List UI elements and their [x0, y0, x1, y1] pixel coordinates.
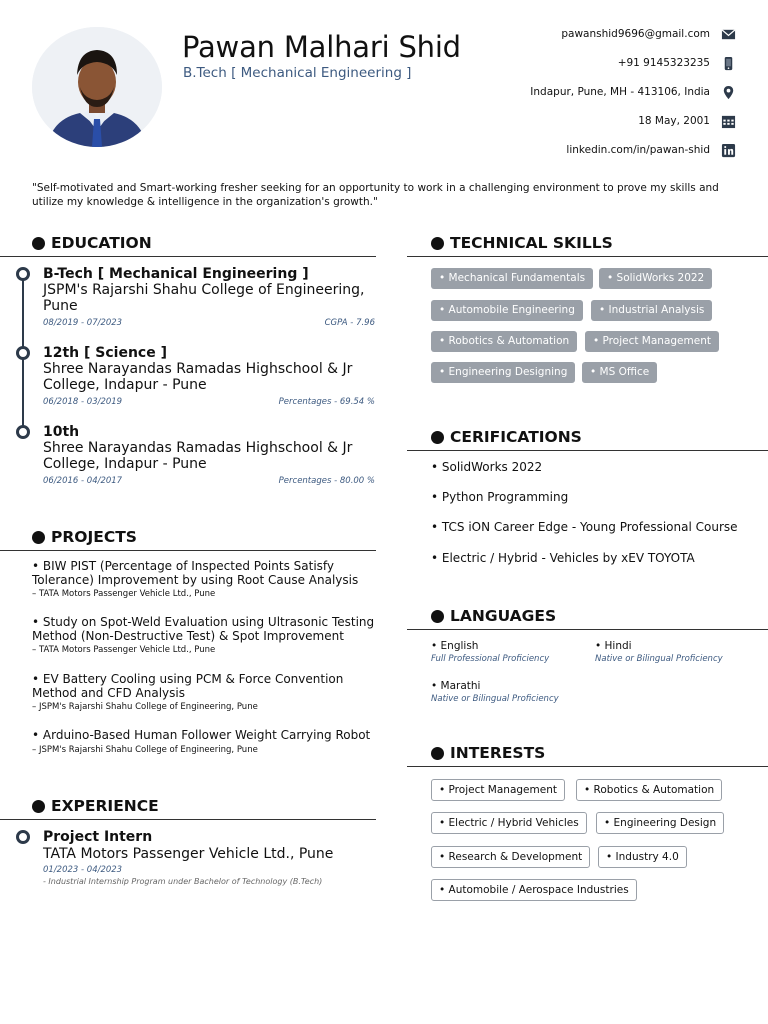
degree: B-Tech [ Mechanical Engineering ]: [43, 266, 309, 282]
institute: JSPM's Rajarshi Shahu College of Engineering, Pune: [43, 282, 365, 314]
certification-item: • TCS iON Career Edge - Young Professional Course: [431, 520, 738, 534]
institute: Shree Narayandas Ramadas Highschool & Jr College, Indapur - Pune: [43, 440, 353, 472]
skill-tag: • Mechanical Fundamentals: [431, 268, 593, 289]
bullet-dot-icon: [431, 237, 444, 250]
interest-tag: • Industry 4.0: [598, 846, 687, 868]
bullet-dot-icon: [431, 610, 444, 623]
contact-phone[interactable]: [618, 55, 736, 71]
envelope-icon: [720, 26, 736, 42]
contact-address: [530, 84, 736, 100]
interest-tag: • Automobile / Aerospace Industries: [431, 879, 637, 901]
skill-tag: • Robotics & Automation: [431, 331, 577, 352]
degree: 12th [ Science ]: [43, 345, 167, 361]
calendar-icon: [720, 113, 736, 129]
projects-divider: [0, 550, 376, 551]
timeline-node: [16, 425, 30, 439]
language-name: • Marathi: [431, 680, 481, 692]
contact-dob: [638, 113, 736, 129]
company-name: TATA Motors Passenger Vehicle Ltd., Pune: [43, 846, 334, 862]
language-item: [431, 640, 549, 664]
bullet-dot-icon: [32, 237, 45, 250]
education-heading: EDUCATION: [32, 234, 152, 252]
skills-heading: TECHNICAL SKILLS: [431, 234, 613, 252]
dates: 06/2018 - 03/2019: [43, 397, 123, 407]
project-title: • EV Battery Cooling using PCM & Force Convention Method and CFD Analysis: [32, 672, 344, 700]
skill-tag: • Project Management: [585, 331, 719, 352]
contact-email[interactable]: [561, 26, 736, 42]
education-meta: [43, 318, 375, 328]
timeline-node: [16, 267, 30, 281]
experience-divider: [0, 819, 376, 820]
experience-item: [43, 829, 375, 886]
language-level: Full Professional Proficiency: [431, 654, 550, 664]
mobile-phone-icon: [720, 55, 736, 71]
map-pin-icon: [720, 84, 736, 100]
summary-text: "Self-motivated and Smart-working fresher seeking for an opportunity to work in a challenging environment to prove my skills and utilize my knowledge & intelligence in the organization's growth.": [32, 182, 719, 208]
language-item: [431, 680, 559, 704]
skill-tag: • Automobile Engineering: [431, 300, 583, 321]
phone-text[interactable]: +91 9145323235: [617, 57, 710, 69]
language-name: • English: [431, 640, 479, 652]
interest-tag: • Electric / Hybrid Vehicles: [431, 812, 587, 834]
skill-tag: • Industrial Analysis: [591, 300, 712, 321]
language-item: [595, 640, 723, 664]
project-org: – JSPM's Rajarshi Shahu College of Engineering, Pune: [32, 702, 258, 712]
language-name: • Hindi: [595, 640, 632, 652]
score: Percentages - 80.00 %: [278, 476, 375, 486]
project-title: • Study on Spot-Weld Evaluation using Ultrasonic Testing Method (Non-Destructive Test) & Spot Improvement: [32, 615, 375, 643]
timeline-node: [16, 346, 30, 360]
project-org: – TATA Motors Passenger Vehicle Ltd., Pune: [32, 645, 216, 655]
job-note: - Industrial Internship Program under Bachelor of Technology (B.Tech): [43, 877, 323, 886]
dates: 08/2019 - 07/2023: [43, 318, 123, 328]
skill-tag: • MS Office: [582, 362, 657, 383]
contact-linkedin[interactable]: [566, 142, 736, 158]
experience-heading: EXPERIENCE: [32, 797, 159, 815]
certification-item: • Python Programming: [431, 490, 569, 504]
job-title: Project Intern: [43, 829, 153, 845]
score: CGPA - 7.96: [324, 318, 375, 328]
education-item: [43, 266, 375, 328]
dob-text: 18 May, 2001: [638, 115, 710, 127]
interest-tag: • Research & Development: [431, 846, 590, 868]
email-text[interactable]: pawanshid9696@gmail.com: [561, 28, 710, 40]
education-item: [43, 424, 375, 486]
project-title: • Arduino-Based Human Follower Weight Carrying Robot: [32, 728, 371, 742]
education-meta: [43, 476, 375, 486]
interests-divider: [407, 766, 768, 767]
certification-item: • Electric / Hybrid - Vehicles by xEV TOYOTA: [431, 551, 695, 565]
score: Percentages - 69.54 %: [278, 397, 375, 407]
skill-tag: • Engineering Designing: [431, 362, 575, 383]
skills-divider: [407, 256, 768, 257]
project-item: [32, 560, 377, 599]
project-title: • BIW PIST (Percentage of Inspected Points Satisfy Tolerance) Improvement by using Root Cause Analysis: [32, 559, 359, 587]
person-portrait-icon: [32, 27, 162, 147]
candidate-name: Pawan Malhari Shid: [182, 30, 461, 64]
linkedin-text[interactable]: linkedin.com/in/pawan-shid: [566, 144, 710, 156]
language-level: Native or Bilingual Proficiency: [595, 654, 723, 664]
education-meta: [43, 397, 375, 407]
certification-item: • SolidWorks 2022: [431, 460, 543, 474]
bullet-dot-icon: [431, 431, 444, 444]
address-text: Indapur, Pune, MH - 413106, India: [530, 86, 710, 98]
bullet-dot-icon: [431, 747, 444, 760]
dates: 06/2016 - 04/2017: [43, 476, 123, 486]
degree: 10th: [43, 424, 80, 440]
languages-heading: LANGUAGES: [431, 607, 556, 625]
bullet-dot-icon: [32, 800, 45, 813]
interest-tag: • Project Management: [431, 779, 565, 801]
languages-divider: [407, 629, 768, 630]
timeline-node: [16, 830, 30, 844]
skill-tag: • SolidWorks 2022: [599, 268, 712, 289]
linkedin-icon: [720, 142, 736, 158]
interest-tag: • Robotics & Automation: [576, 779, 722, 801]
institute: Shree Narayandas Ramadas Highschool & Jr College, Indapur - Pune: [43, 361, 353, 393]
interest-tag: • Engineering Design: [596, 812, 724, 834]
job-dates: 01/2023 - 04/2023: [43, 865, 123, 875]
certifications-divider: [407, 450, 768, 451]
candidate-role: B.Tech [ Mechanical Engineering ]: [183, 65, 412, 81]
profile-photo: [32, 27, 162, 147]
education-item: [43, 345, 375, 407]
bullet-dot-icon: [32, 531, 45, 544]
project-item: [32, 673, 377, 712]
language-level: Native or Bilingual Proficiency: [431, 694, 559, 704]
project-org: – JSPM's Rajarshi Shahu College of Engineering, Pune: [32, 744, 258, 755]
project-item: [32, 616, 377, 655]
projects-heading: PROJECTS: [32, 528, 137, 546]
project-org: – TATA Motors Passenger Vehicle Ltd., Pune: [32, 589, 216, 599]
interests-heading: INTERESTS: [431, 744, 545, 762]
education-divider: [0, 256, 376, 257]
certifications-heading: CERIFICATIONS: [431, 428, 582, 446]
project-item: [32, 729, 377, 755]
